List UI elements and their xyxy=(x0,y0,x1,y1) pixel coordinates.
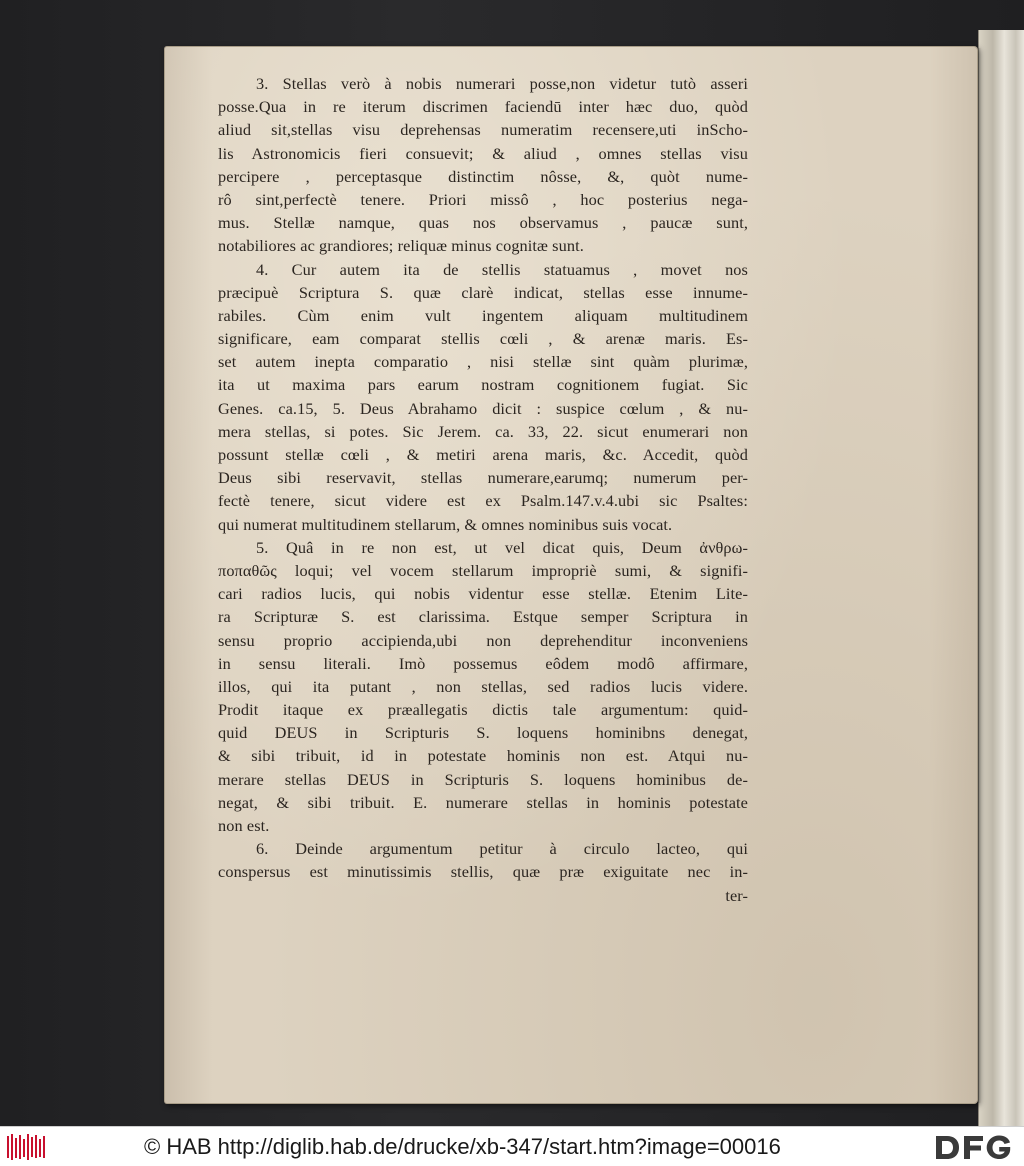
text-line: significare, eam comparat stellis cœli , & arenæ maris. Es- xyxy=(218,329,748,349)
text-line: notabiliores ac grandiores; reliquæ minus cognitæ sunt. xyxy=(218,236,584,256)
text-line: percipere , perceptasque distinctim nôsse, &, quòt nume- xyxy=(218,166,748,186)
text-line: ra Scripturæ S. est clarissima. Estque semper Scriptura in xyxy=(218,607,748,627)
catchword: ter- xyxy=(725,885,748,905)
text-line: 3. Stellas verò à nobis numerari posse,non videtur tutò asseri xyxy=(256,74,748,93)
text-line: præcipuè Scriptura S. quæ clarè indicat, stellas esse innume- xyxy=(218,282,748,302)
text-line: Prodit itaque ex præallegatis dictis tale argumentum: quid- xyxy=(218,700,748,720)
book-page-edge xyxy=(978,30,1024,1130)
text-line: sensu proprio accipienda,ubi non deprehenditur inconveniens xyxy=(218,630,748,650)
text-line: merare stellas DEUS in Scripturis S. loquens hominibus de- xyxy=(218,769,748,789)
text-line: rô sint,perfectè tenere. Priori missô , hoc posterius nega- xyxy=(218,189,748,209)
text-line: rabiles. Cùm enim vult ingentem aliquam multitudinem xyxy=(218,305,748,325)
dfg-logo-icon xyxy=(934,1134,1018,1161)
text-line: non est. xyxy=(218,816,270,835)
text-line: quid DEUS in Scripturis S. loquens hominibns denegat, xyxy=(218,723,748,743)
text-line: cari radios lucis, qui nobis videntur esse stellæ. Etenim Lite- xyxy=(218,584,748,604)
text-line: ita ut maxima pars earum nostram cognitionem fugiat. Sic xyxy=(218,375,748,395)
text-line: in sensu literali. Imò possemus eôdem modô affirmare, xyxy=(218,653,748,673)
source-attribution: © HAB http://diglib.hab.de/drucke/xb-347/start.htm?image=00016 xyxy=(144,1134,781,1159)
text-line: mus. Stellæ namque, quas nos observamus , paucæ sunt, xyxy=(218,213,748,233)
text-line: posse.Qua in re iterum discrimen faciendū inter hæc duo, quòd xyxy=(218,97,748,117)
text-line: aliud sit,stellas visu deprehensas numeratim recensere,uti inScho- xyxy=(218,120,748,140)
text-line: 5. Quâ in re non est, ut vel dicat quis, Deum ἀνθρω- xyxy=(256,537,748,557)
text-line: lis Astronomicis fieri consuevit; & aliud , omnes stellas visu xyxy=(218,143,748,163)
text-line: 4. Cur autem ita de stellis statuamus , movet nos xyxy=(256,259,748,279)
attribution-bar xyxy=(0,1126,1024,1166)
text-line: possunt stellæ cœli , & metiri arena maris, &c. Accedit, quòd xyxy=(218,445,748,464)
text-line: 6. Deinde argumentum petitur à circulo lacteo, qui xyxy=(256,839,748,859)
text-line: fectè tenere, sicut videre est ex Psalm.147.v.4.ubi sic Psaltes: xyxy=(218,491,748,511)
text-line: Deus sibi reservavit, stellas numerare,earumq; numerum per- xyxy=(218,468,748,488)
text-line: qui numerat multitudinem stellarum, & omnes nominibus suis vocat. xyxy=(218,514,673,534)
text-line: set autem inepta comparatio , nisi stellæ sint quàm plurimæ, xyxy=(218,352,748,372)
text-line: & sibi tribuit, id in potestate hominis non est. Atqui nu- xyxy=(218,746,748,766)
text-line: negat, & sibi tribuit. E. numerare stellas in hominis potestate xyxy=(218,792,748,812)
text-line: ποπαθῶς loqui; vel vocem stellarum impropriè sumi, & signifi- xyxy=(218,560,748,580)
printed-text-block xyxy=(218,72,748,906)
hab-logo-icon xyxy=(6,1133,48,1161)
text-line: illos, qui ita putant , non stellas, sed radios lucis videre. xyxy=(218,676,748,696)
text-line: Genes. ca.15, 5. Deus Abrahamo dicit : suspice cœlum , & nu- xyxy=(218,398,748,418)
text-line: mera stellas, si potes. Sic Jerem. ca. 33, 22. sicut enumerari non xyxy=(218,421,748,441)
text-line: conspersus est minutissimis stellis, quæ præ exiguitate nec in- xyxy=(218,862,748,882)
